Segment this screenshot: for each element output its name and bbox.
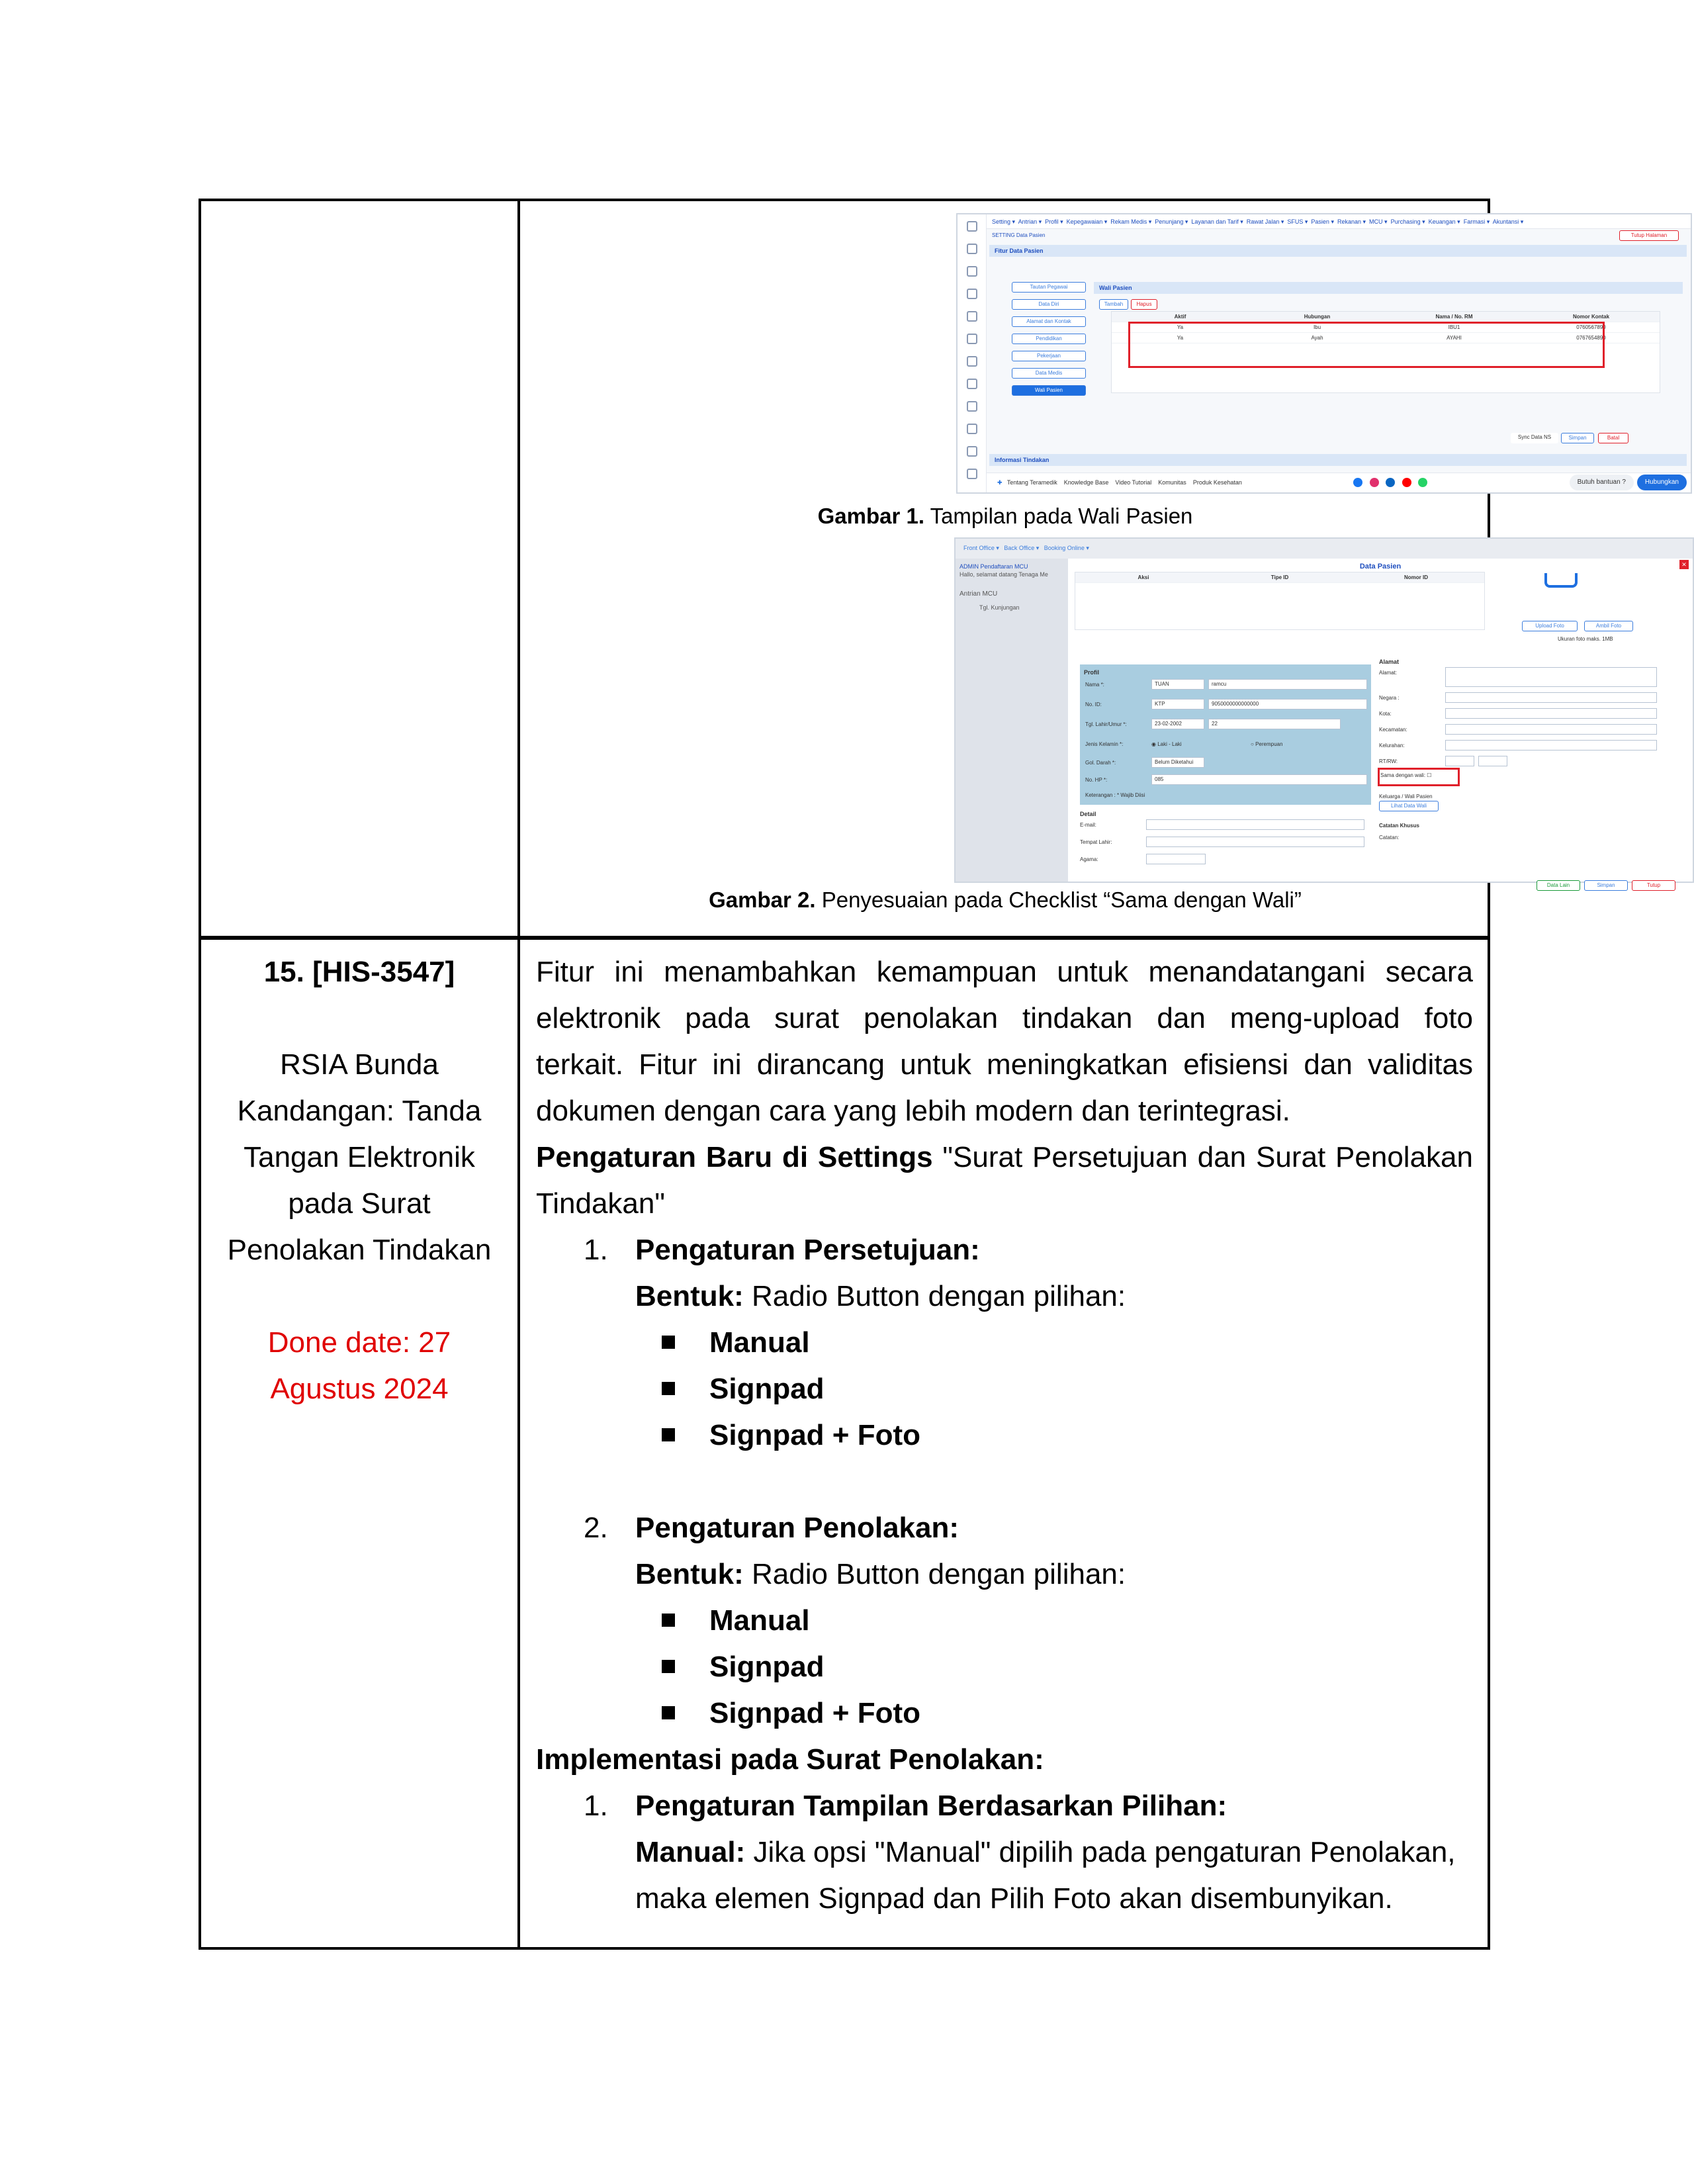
bullet-square-icon — [662, 1336, 675, 1349]
footer-link[interactable]: Video Tutorial — [1115, 479, 1152, 486]
manual-description: Manual: Jika opsi "Manual" dipilih pada pengaturan Penolakan, — [635, 1836, 1456, 1868]
nav-icon — [967, 334, 977, 344]
detail-section: Detail E-mail: Tempat Lahir: Agama: — [1080, 810, 1371, 818]
avatar — [1544, 573, 1578, 588]
nav-icon — [967, 401, 977, 412]
nav-icon — [967, 311, 977, 322]
footer-link[interactable]: Produk Kesehatan — [1192, 479, 1242, 486]
nav-icon — [967, 469, 977, 479]
tab-data-medis[interactable]: Data Medis — [1012, 368, 1086, 379]
option-item: Signpad — [536, 1644, 1473, 1690]
title-line: pada Surat — [288, 1187, 431, 1220]
name-input[interactable]: ramcu — [1208, 679, 1367, 690]
sync-data-button[interactable]: Sync Data NS — [1511, 433, 1558, 443]
alamat-section: Alamat Alamat: Negara : Kota: Kecamatan: Kelurahan: RT/RW: Sama dengan wali: ☐ Keluarga / Wali Pasien Lihat Data Wali Catatan Khusus Catatan: — [1379, 658, 1657, 870]
rt-input[interactable] — [1445, 756, 1474, 766]
whatsapp-icon[interactable] — [1418, 478, 1427, 487]
instagram-icon[interactable] — [1370, 478, 1379, 487]
row1-left-cell — [201, 201, 520, 936]
title-line: Tangan Elektronik — [244, 1141, 475, 1173]
take-photo-button[interactable]: Ambil Foto — [1584, 621, 1633, 631]
title-line: Kandangan: Tanda — [237, 1095, 482, 1127]
bullet-square-icon — [662, 1428, 675, 1441]
nav-icon — [967, 424, 977, 434]
youtube-icon[interactable] — [1402, 478, 1411, 487]
table-row[interactable]: Ya Ibu IBU1 0760567890 — [1112, 322, 1660, 333]
view-wali-button[interactable]: Lihat Data Wali — [1379, 801, 1439, 811]
id-table: Aksi Tipe ID Nomor ID — [1075, 572, 1485, 630]
settings-heading: Pengaturan Baru di Settings "Surat Persetujuan dan Surat Penolakan — [536, 1141, 1473, 1173]
done-date: Agustus 2024 — [270, 1373, 449, 1405]
title-select[interactable]: TUAN — [1151, 679, 1204, 690]
tab-data-diri[interactable]: Data Diri — [1012, 299, 1086, 310]
figure1-caption: Gambar 1. Tampilan pada Wali Pasien — [817, 504, 1193, 528]
country-select[interactable] — [1445, 692, 1657, 703]
close-button[interactable]: Tutup — [1632, 880, 1675, 891]
add-button[interactable]: Tambah — [1099, 299, 1128, 310]
email-input[interactable] — [1146, 819, 1364, 830]
title-line: RSIA Bunda — [280, 1048, 439, 1081]
row2-left-cell — [201, 940, 520, 1947]
intro-line: elektronik pada surat penolakan tindakan dan meng-upload foto — [536, 1002, 1473, 1034]
highlight-box — [1378, 768, 1460, 786]
section-title: Fitur Data Pasien — [989, 245, 1687, 257]
birthplace-select[interactable] — [1146, 837, 1364, 847]
intro-line: terkait. Fitur ini dirancang untuk meningkatkan efisiensi dan validitas — [536, 1048, 1473, 1081]
facebook-icon[interactable] — [1353, 478, 1362, 487]
done-date: Done date: 27 — [267, 1326, 451, 1359]
cancel-button[interactable]: Batal — [1598, 433, 1628, 443]
implementation-heading: Implementasi pada Surat Penolakan: — [536, 1743, 1044, 1776]
linkedin-icon[interactable] — [1386, 478, 1395, 487]
nav-icon — [967, 446, 977, 457]
wali-pasien-screenshot — [956, 213, 1692, 494]
save-button[interactable]: Simpan — [1561, 433, 1594, 443]
photo-note: Ukuran foto maks. 1MB — [1558, 636, 1613, 642]
subdistrict-select[interactable] — [1445, 740, 1657, 751]
rw-input[interactable] — [1478, 756, 1507, 766]
data-pasien-modal — [1068, 559, 1693, 888]
row2-right-cell — [523, 940, 1488, 1947]
menu-icon — [967, 221, 977, 232]
nav-icon — [967, 244, 977, 254]
bullet-square-icon — [662, 1660, 675, 1673]
nav-icon — [967, 289, 977, 299]
close-icon[interactable]: ✕ — [1679, 560, 1689, 569]
save-button[interactable]: Simpan — [1584, 880, 1628, 891]
tab-pendidikan[interactable]: Pendidikan — [1012, 334, 1086, 344]
footer-link[interactable]: Komunitas — [1158, 479, 1186, 486]
manual-description-cont: maka elemen Signpad dan Pilih Foto akan disembunyikan. — [635, 1882, 1393, 1915]
address-input[interactable] — [1445, 667, 1657, 687]
table-header: Aktif Hubungan Nama / No. RM Nomor Kontak — [1112, 312, 1660, 322]
same-as-wali-checkbox[interactable]: Sama dengan wali: ☐ — [1380, 772, 1432, 778]
gender-female-radio[interactable]: ○ Perempuan — [1251, 741, 1283, 747]
profil-section: Profil Nama *: TUAN ramcu No. ID: KTP 9050000000000000 Tgl. Lahir/Umur *: 23-02-2002 22 Jenis Kelamin *: ◉ Laki - Laki ○ Perempuan Gol. Darah *: Belum Diketahui No. HP *: 085 Keterangan : * Wajib Diisi — [1080, 664, 1371, 805]
religion-select[interactable] — [1146, 854, 1206, 864]
left-panel: ADMIN Pendaftaran MCU Hallo, selamat datang Tenaga Me Antrian MCU Tgl. Kunjungan — [956, 559, 1068, 882]
panel-title: Wali Pasien — [1094, 282, 1683, 294]
sidebar — [958, 214, 987, 492]
option-item: Signpad + Foto — [536, 1412, 1473, 1459]
option-item: Signpad — [536, 1366, 1473, 1412]
bullet-square-icon — [662, 1614, 675, 1627]
age-input[interactable]: 22 — [1208, 719, 1341, 729]
settings-heading-cont: Tindakan" — [536, 1187, 665, 1220]
connect-button[interactable]: Hubungkan — [1637, 475, 1687, 490]
form-line: Bentuk: Radio Button dengan pilihan: — [635, 1558, 1126, 1590]
blood-type-select[interactable]: Belum Diketahui — [1151, 757, 1204, 768]
id-type-select[interactable]: KTP — [1151, 699, 1204, 709]
phone-input[interactable]: 085 — [1151, 774, 1367, 785]
tab-alamat-kontak[interactable]: Alamat dan Kontak — [1012, 316, 1086, 327]
birthdate-input[interactable]: 23-02-2002 — [1151, 719, 1204, 729]
info-title: Informasi Tindakan — [989, 454, 1687, 466]
implementation-item: 1. Pengaturan Tampilan Berdasarkan Pilihan: — [584, 1790, 1227, 1822]
modal-title: Data Pasien — [1359, 563, 1402, 570]
ticket-id: 15. [HIS-3547] — [263, 956, 455, 988]
data-pasien-screenshot — [954, 537, 1694, 888]
delete-button[interactable]: Hapus — [1131, 299, 1157, 310]
help-text: Butuh bantuan ? — [1570, 475, 1634, 490]
nav-icon — [967, 266, 977, 277]
intro-line: Fitur ini menambahkan kemampuan untuk menandatangani secara — [536, 956, 1473, 988]
form-line: Bentuk: Radio Button dengan pilihan: — [635, 1280, 1126, 1312]
tab-tautan-pegawai[interactable]: Tautan Pegawai — [1012, 282, 1086, 293]
close-page-button[interactable]: Tutup Halaman — [1619, 230, 1679, 241]
row1-right-cell — [523, 201, 1687, 936]
district-select[interactable] — [1445, 724, 1657, 735]
setting-item-persetujuan: 1. Pengaturan Persetujuan: — [584, 1234, 980, 1266]
city-select[interactable] — [1445, 708, 1657, 719]
breadcrumb: SETTING Data Pasien — [992, 232, 1046, 238]
document-table — [199, 199, 1687, 1950]
gender-male-radio[interactable]: ◉ Laki - Laki — [1151, 741, 1182, 747]
nav-icon — [967, 379, 977, 389]
top-menu: Setting ▾ Antrian ▾ Profil ▾ Kepegawaian ▾ Rekam Medis ▾ Penunjang ▾ Layanan dan Tarif ▾ Rawat Jalan ▾ SFUS ▾ Pasien ▾ Rekanan ▾ MCU ▾ Purchasing ▾ Keuangan ▾ Farmasi ▾ Akuntansi ▾ — [987, 214, 1691, 229]
footer-link[interactable]: Knowledge Base — [1063, 479, 1109, 486]
option-item: Manual — [536, 1598, 1473, 1644]
bullet-square-icon — [662, 1706, 675, 1719]
tab-wali-pasien[interactable]: Wali Pasien — [1012, 385, 1086, 396]
other-data-button[interactable]: Data Lain — [1537, 880, 1580, 891]
table-row[interactable]: Ya Ayah AYAHI 0767654890 — [1112, 333, 1660, 343]
highlight-box — [1128, 322, 1605, 368]
bullet-square-icon — [662, 1382, 675, 1395]
footer-link[interactable]: Tentang Teramedik — [1006, 479, 1057, 486]
id-number-input[interactable]: 9050000000000000 — [1208, 699, 1367, 709]
setting-item-penolakan: 2. Pengaturan Penolakan: — [584, 1512, 959, 1544]
logo-icon: ✚ — [997, 479, 1003, 486]
top-menu: Front Office ▾ Back Office ▾ Booking Online ▾ — [956, 539, 1693, 559]
nav-icon — [967, 356, 977, 367]
upload-photo-button[interactable]: Upload Foto — [1522, 621, 1578, 631]
intro-line: dokumen dengan cara yang lebih modern dan terintegrasi. — [536, 1095, 1290, 1127]
option-item: Signpad + Foto — [536, 1690, 1473, 1737]
title-line: Penolakan Tindakan — [227, 1234, 492, 1266]
option-item: Manual — [536, 1320, 1473, 1366]
tab-pekerjaan[interactable]: Pekerjaan — [1012, 351, 1086, 361]
figure2-caption: Gambar 2. Penyesuaian pada Checklist “Sama dengan Wali” — [709, 887, 1302, 912]
